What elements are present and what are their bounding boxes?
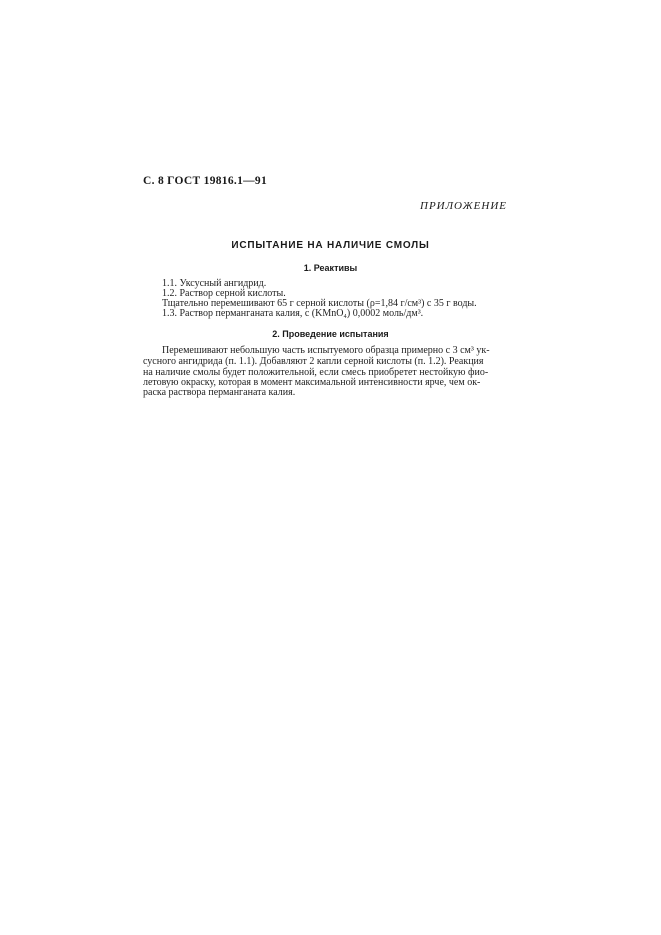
procedure-line-5: раска раствора перманганата калия. (143, 387, 296, 398)
page-header: С. 8 ГОСТ 19816.1—91 (143, 175, 268, 187)
document-title: ИСПЫТАНИЕ НА НАЛИЧИЕ СМОЛЫ (231, 240, 430, 251)
procedure-line-4: летовую окраску, которая в момент максимальной интенсивности ярче, чем ок- (143, 377, 481, 388)
reagent-line-1: 1.1. Уксусный ангидрид. (162, 278, 267, 289)
procedure-line-1: Перемешивают небольшую часть испытуемого образца примерно с 3 см³ ук- (162, 345, 490, 356)
procedure-line-2: сусного ангидрида (п. 1.1). Добавляют 2 капли серной кислоты (п. 1.2). Реакция (143, 356, 484, 367)
section-heading-procedure: 2. Проведение испытания (272, 329, 389, 339)
section-heading-reagents: 1. Реактивы (303, 263, 358, 273)
reagent-line-4: 1.3. Раствор перманганата калия, с (KMnO₄) 0,0002 моль/дм³. (162, 308, 424, 319)
reagent-line-2: 1.2. Раствор серной кислоты. (162, 288, 286, 299)
reagent-line-3: Тщательно перемешивают 65 г серной кислоты (ρ=1,84 г/см³) с 35 г воды. (162, 298, 477, 309)
procedure-line-3: на наличие смолы будет положительной, если смесь приобретет нестойкую фио- (143, 367, 489, 378)
appendix-label: ПРИЛОЖЕНИЕ (420, 200, 507, 212)
